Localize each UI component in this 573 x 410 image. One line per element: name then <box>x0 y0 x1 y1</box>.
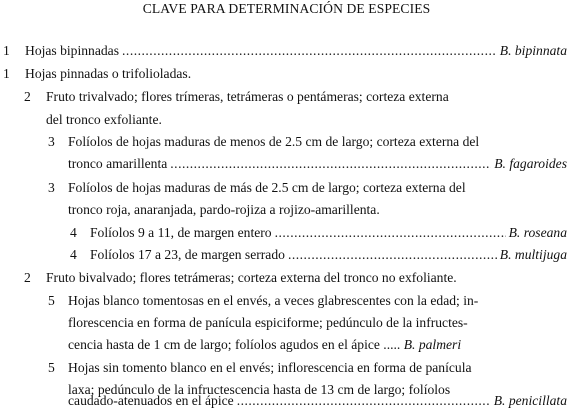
couplet-number: 3 <box>48 180 55 195</box>
entry-text: Folíolos 9 a 11, de margen entero <box>90 225 272 240</box>
key-title: CLAVE PARA DETERMINACIÓN DE ESPECIES <box>142 1 431 16</box>
couplet-number: 5 <box>48 360 55 375</box>
species-name: B. palmeri <box>403 337 462 352</box>
couplet-number: 2 <box>24 270 31 285</box>
leader-dots <box>275 224 506 241</box>
entry-text: Folíolos de hojas maduras de más de 2.5 cm de largo; corteza externa del <box>68 180 466 195</box>
entry-text: tronco roja, anaranjada, pardo-rojiza a rojizo-amarillenta. <box>68 202 380 217</box>
species-name: B. roseana <box>508 225 567 240</box>
entry-text: Hojas sin tomento blanco en el envés; inflorescencia en forma de panícula <box>68 360 472 375</box>
leader-dots <box>237 392 491 409</box>
entry-text: tronco amarillenta <box>68 156 168 171</box>
entry-text: Fruto bivalvado; flores tetrámeras; corteza externa del tronco no exfoliante. <box>46 270 457 285</box>
couplet-number: 4 <box>70 247 77 262</box>
couplet-number: 1 <box>3 43 10 58</box>
key-entry <box>68 336 567 353</box>
entry-text: Folíolos 17 a 23, de margen serrado <box>90 247 285 262</box>
key-entry <box>90 246 567 263</box>
entry-text: Hojas bipinnadas <box>25 43 120 58</box>
species-name: B. penicillata <box>493 393 567 408</box>
key-entry <box>25 42 567 59</box>
leader-dots <box>122 42 497 59</box>
entry-text: cencia hasta de 1 cm de largo; folíolos agudos en el ápice ..... <box>68 337 401 352</box>
couplet-number: 3 <box>48 134 55 149</box>
entry-text: florescencia en forma de panícula espiciforme; pedúnculo de la infructes- <box>68 315 468 330</box>
leader-dots <box>170 155 491 172</box>
couplet-number: 1 <box>3 66 10 81</box>
species-name: B. bipinnata <box>499 43 567 58</box>
key-entry <box>90 224 567 241</box>
key-entry <box>68 155 567 172</box>
entry-text: Hojas pinnadas o trifolioladas. <box>25 66 192 81</box>
entry-text: caudado-atenuados en el ápice <box>68 393 234 408</box>
key-entry <box>68 392 567 409</box>
species-name: B. multijuga <box>499 247 567 262</box>
couplet-number: 5 <box>48 293 55 308</box>
species-name: B. fagaroides <box>494 156 567 171</box>
entry-text: del tronco exfoliante. <box>46 112 162 127</box>
entry-text: laxa; pedúnculo de la infructescencia hasta de 13 cm de largo; folíolos <box>68 382 451 397</box>
entry-text: Folíolos de hojas maduras de menos de 2.5 cm de largo; corteza externa del <box>68 134 480 149</box>
leader-dots <box>288 246 497 263</box>
entry-text: Fruto trivalvado; flores trímeras, tetrámeras o pentámeras; corteza externa <box>46 89 449 104</box>
entry-text: Hojas blanco tomentosas en el envés, a veces glabrescentes con la edad; in- <box>68 293 479 308</box>
couplet-number: 2 <box>24 89 31 104</box>
couplet-number: 4 <box>70 225 77 240</box>
